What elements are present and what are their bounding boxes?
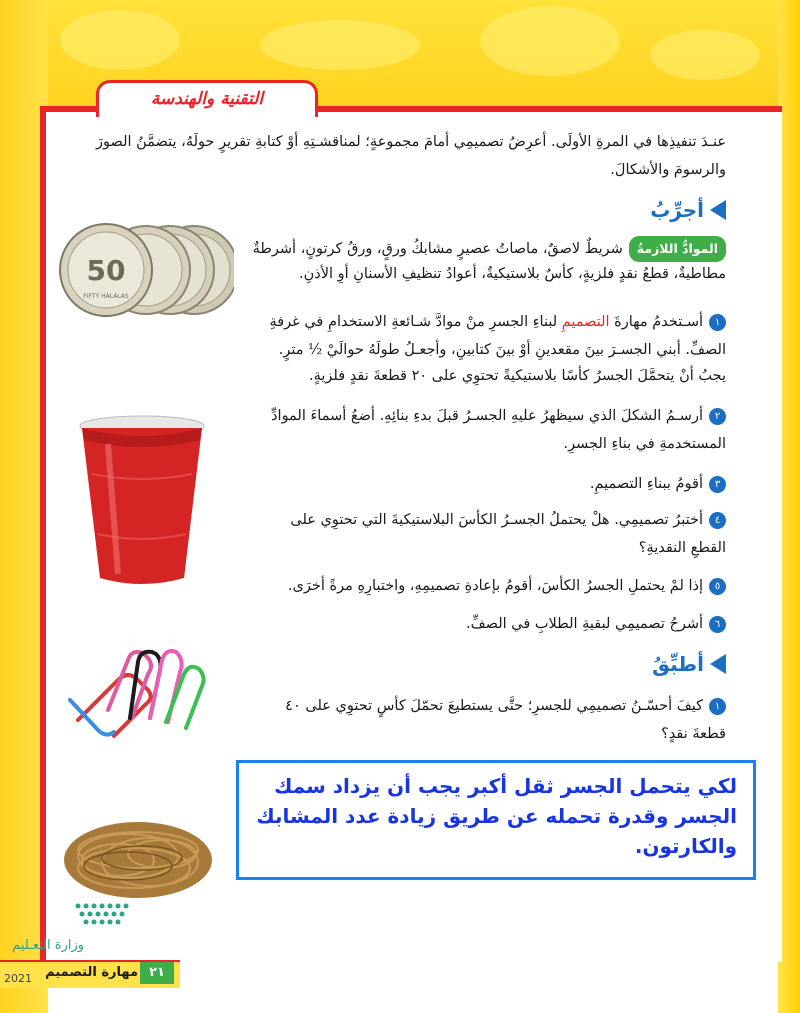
apply-question-line-1 <box>285 694 726 718</box>
step-3-line-1 <box>590 472 726 496</box>
step-6-line-1 <box>466 612 726 636</box>
coin-value: 50 <box>86 254 126 287</box>
red-cup-image <box>78 414 206 586</box>
coin-caption: FIFTY HALALAS <box>83 293 129 300</box>
unit-tab <box>96 80 318 117</box>
triangle-bullet-icon <box>710 654 726 674</box>
step-3-text: أقومُ ببناءِ التصميمِ. <box>589 476 703 492</box>
rubber-bands-image <box>58 806 218 902</box>
step-6-text: أشرحُ تصميمِي لبقيةِ الطلابِ في الصفِّ. <box>466 616 703 632</box>
ministry-logo-icon <box>72 900 134 928</box>
materials-badge: الموادُّ اللازمةُ <box>629 236 726 262</box>
page-number: ٢١ <box>140 962 174 984</box>
design-skill-highlight: التصميمِ <box>561 314 610 330</box>
step-1-text-a: أسـتخدمُ مهارةَ <box>609 314 703 330</box>
step-number-badge: ١ <box>709 314 726 331</box>
try-heading <box>650 198 726 222</box>
step-number-badge: ٣ <box>709 476 726 493</box>
answer-line-1: لكي يتحمل الجسر ثقل أكبر يجب أن يزداد سمك <box>274 774 737 798</box>
answer-box <box>236 760 756 880</box>
step-4-text: أختبرُ تصميمِي. هلْ يحتملُ الجسـرُ الكأسَ البلاستيكيةَ التي تحتوِي على <box>290 512 703 528</box>
answer-line-2: الجسر وقدرة تحمله عن طريق زيادة عدد المشابك <box>256 804 737 828</box>
intro-line-2: والرسومَ والأشكالَ. <box>610 162 726 178</box>
step-4-line-1 <box>290 508 726 532</box>
step-1-line-2: الصفِّ. أبني الجسـرَ بينَ مقعدينِ أوْ بينَ كتابينِ، وأجعـلُ طولَهُ حوالَيْ ½ مترٍ. <box>278 342 726 358</box>
step-number-badge: ٤ <box>709 512 726 529</box>
step-4-line-2: القطعِ النقديةِ؟ <box>638 540 726 556</box>
footer-year: 2021 <box>4 972 32 985</box>
apply-heading-label: أطبِّقُ <box>652 652 704 676</box>
materials-text-1: شريطٌ لاصقٌ، ماصاتُ عصيرٍ مشابكُ ورقٍ، ورقُ كرتونٍ، أشرطةٌ <box>252 241 623 257</box>
unit-tab-label: التقنية والهندسة <box>150 89 264 109</box>
materials-line-2: مطاطيةٌ، قطعُ نقدٍ فلزيةٍ، كأسٌ بلاستيكيةٌ، أعوادُ تنظيفِ الأسنانِ أوِ الأذنِ. <box>298 266 726 282</box>
step-2-line-2: المستخدمةِ في بناءِ الجسرِ. <box>563 436 726 452</box>
answer-line-3: والكارتون. <box>634 834 737 858</box>
step-1-text-b: لبناءِ الجسرِ منْ موادَّ شـائعةِ الاستخدامِ في غرفةِ <box>269 314 562 330</box>
triangle-bullet-icon <box>710 200 726 220</box>
step-1-line-3: يجبُ أنْ يتحمَّلَ الجسرُ كأسًا بلاستيكيةً تحتوِي على ٢٠ قطعةَ نقدٍ فلزيةٍ. <box>309 368 726 384</box>
step-1-line-1 <box>269 310 726 334</box>
question-number-badge: ١ <box>709 698 726 715</box>
step-number-badge: ٦ <box>709 616 726 633</box>
step-number-badge: ٥ <box>709 578 726 595</box>
apply-heading <box>652 652 726 676</box>
try-heading-label: أجرِّبُ <box>650 198 704 222</box>
apply-question-line-2: قطعةَ نقدٍ؟ <box>661 726 726 742</box>
step-number-badge: ٢ <box>709 408 726 425</box>
paper-clips-image <box>58 640 218 744</box>
materials-line-1 <box>253 236 726 262</box>
coins-image <box>58 220 234 320</box>
ministry-name: وزارة التعـليم <box>12 938 84 953</box>
step-2-text: أرسـمُ الشكلَ الذي سيظهرُ عليهِ الجسـرُ قبلَ بدءِ بنائِهِ. أضعُ أسماءَ الموادِّ <box>271 408 703 424</box>
step-5-line-1 <box>288 574 726 598</box>
apply-question-text: كيفَ أحسّـنُ تصميمِي للجسرِ؛ حتَّى يستطيعَ تحمّلَ كأسٍ تحتوِي على ٤٠ <box>285 698 703 714</box>
step-2-line-1 <box>271 404 726 428</box>
footer-title: مهارة التصميم <box>45 965 138 980</box>
step-5-text: إذا لمْ يحتملِ الجسرُ الكأسَ، أقومُ بإعادةِ تصميمِهِ، واختبارِهِ مرةً أخرَى. <box>287 578 703 594</box>
intro-line-1: عنـدَ تنفيذِها في المرةِ الأولَى. أعرِضُ تصميمِي أمامَ مجموعةٍ؛ لمناقشـتِهِ أوْ كتابةِ تقريرٍ حولَهُ، يتضمَّنُ الصورَ <box>96 134 726 150</box>
